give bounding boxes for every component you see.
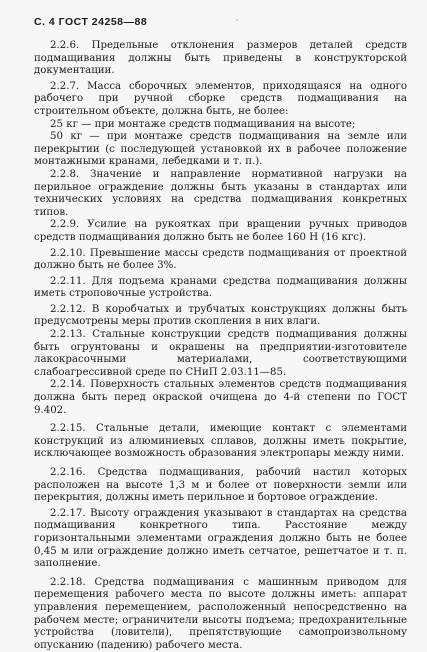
clause-2-2-14: 2.2.14. Поверхность стальных элементов средств подмащивания должна быть перед окраской очищена до 4-й степени по ГОСТ 9.402.: [34, 379, 407, 416]
clause-2-2-11: 2.2.11. Для подъема кранами средства подмащивания должны иметь строповочные устройства.: [34, 275, 407, 300]
clause-2-2-16: 2.2.16. Средства подмащивания, рабочий настил которых расположен на высоте 1,3 м и более от поверхности земли или перекрытия, должны иметь перильное и бортовое ограждение.: [34, 467, 407, 504]
clause-2-2-7-item-2: 50 кг — при монтаже средств подмащивания на земле или перекрытии (с последующей установкой их в рабочее положение монтажными кранами, лебедками и т. п.).: [34, 131, 407, 168]
document-body: [34, 40, 407, 652]
clause-2-2-7: 2.2.7. Масса сборочных элементов, приходящаяся на одного рабочего при ручной сборке средств подмащивания на строительном объекте, должна быть, не более:: [34, 80, 407, 117]
clause-2-2-13: 2.2.13. Стальные конструкции средств подмащивания должны быть огрунтованы и окрашены на предприятии-изготовителе лакокрасочными материалами, соответствующими слабоагрессивной среде по СНиП 2.03.11—85.: [34, 329, 407, 378]
clause-2-2-18: 2.2.18. Средства подмащивания с машинным приводом для перемещения рабочего места по высоте должны иметь: аппарат управления перемещением, расположенный непосредственно на рабочем месте; ограничители высоты подъема; предохранительные устройства (ловители), препятствующие самопроизвольному опусканию (падению) рабочего места.: [34, 576, 407, 651]
corner-mark: ': [236, 18, 239, 27]
clause-2-2-7-item-1: 25 кг — при монтаже средств подмащивания на высоте;: [50, 118, 356, 130]
clause-2-2-6: 2.2.6. Предельные отклонения размеров деталей средств подмащивания должны быть приведены в конструкторской документации.: [34, 40, 407, 77]
clause-2-2-9: 2.2.9. Усилие на рукоятках при вращении ручных приводов средств подмащивания должно быть не более 160 Н (16 кгс).: [34, 219, 407, 243]
clause-2-2-8: 2.2.8. Значение и направление нормативной нагрузки на перильное ограждение должны быть указаны в стандартах или технических условиях на средства подмащивания конкретных типов.: [34, 168, 407, 218]
clause-2-2-10: 2.2.10. Превышение массы средств подмащивания от проектной должно быть не более 3%.: [34, 247, 407, 272]
clause-2-2-17: 2.2.17. Высоту ограждения указывают в стандартах на средства подмащивания конкретного типа. Расстояние между горизонтальными элементами ограждения должно быть не более 0,45 м или ограждение должно иметь сетчатое, решетчатое и т. п. заполнение.: [34, 507, 407, 570]
clause-2-2-12: 2.2.12. В коробчатых и трубчатых конструкциях должны быть предусмотрены меры против скопления в них влаги.: [34, 303, 407, 328]
page-header: С. 4 ГОСТ 24258—88: [34, 16, 148, 28]
clause-2-2-15: 2.2.15. Стальные детали, имеющие контакт с элементами конструкций из алюминиевых сплавов, должны иметь покрытие, исключающее возможность образования электропары между ними.: [34, 423, 407, 460]
